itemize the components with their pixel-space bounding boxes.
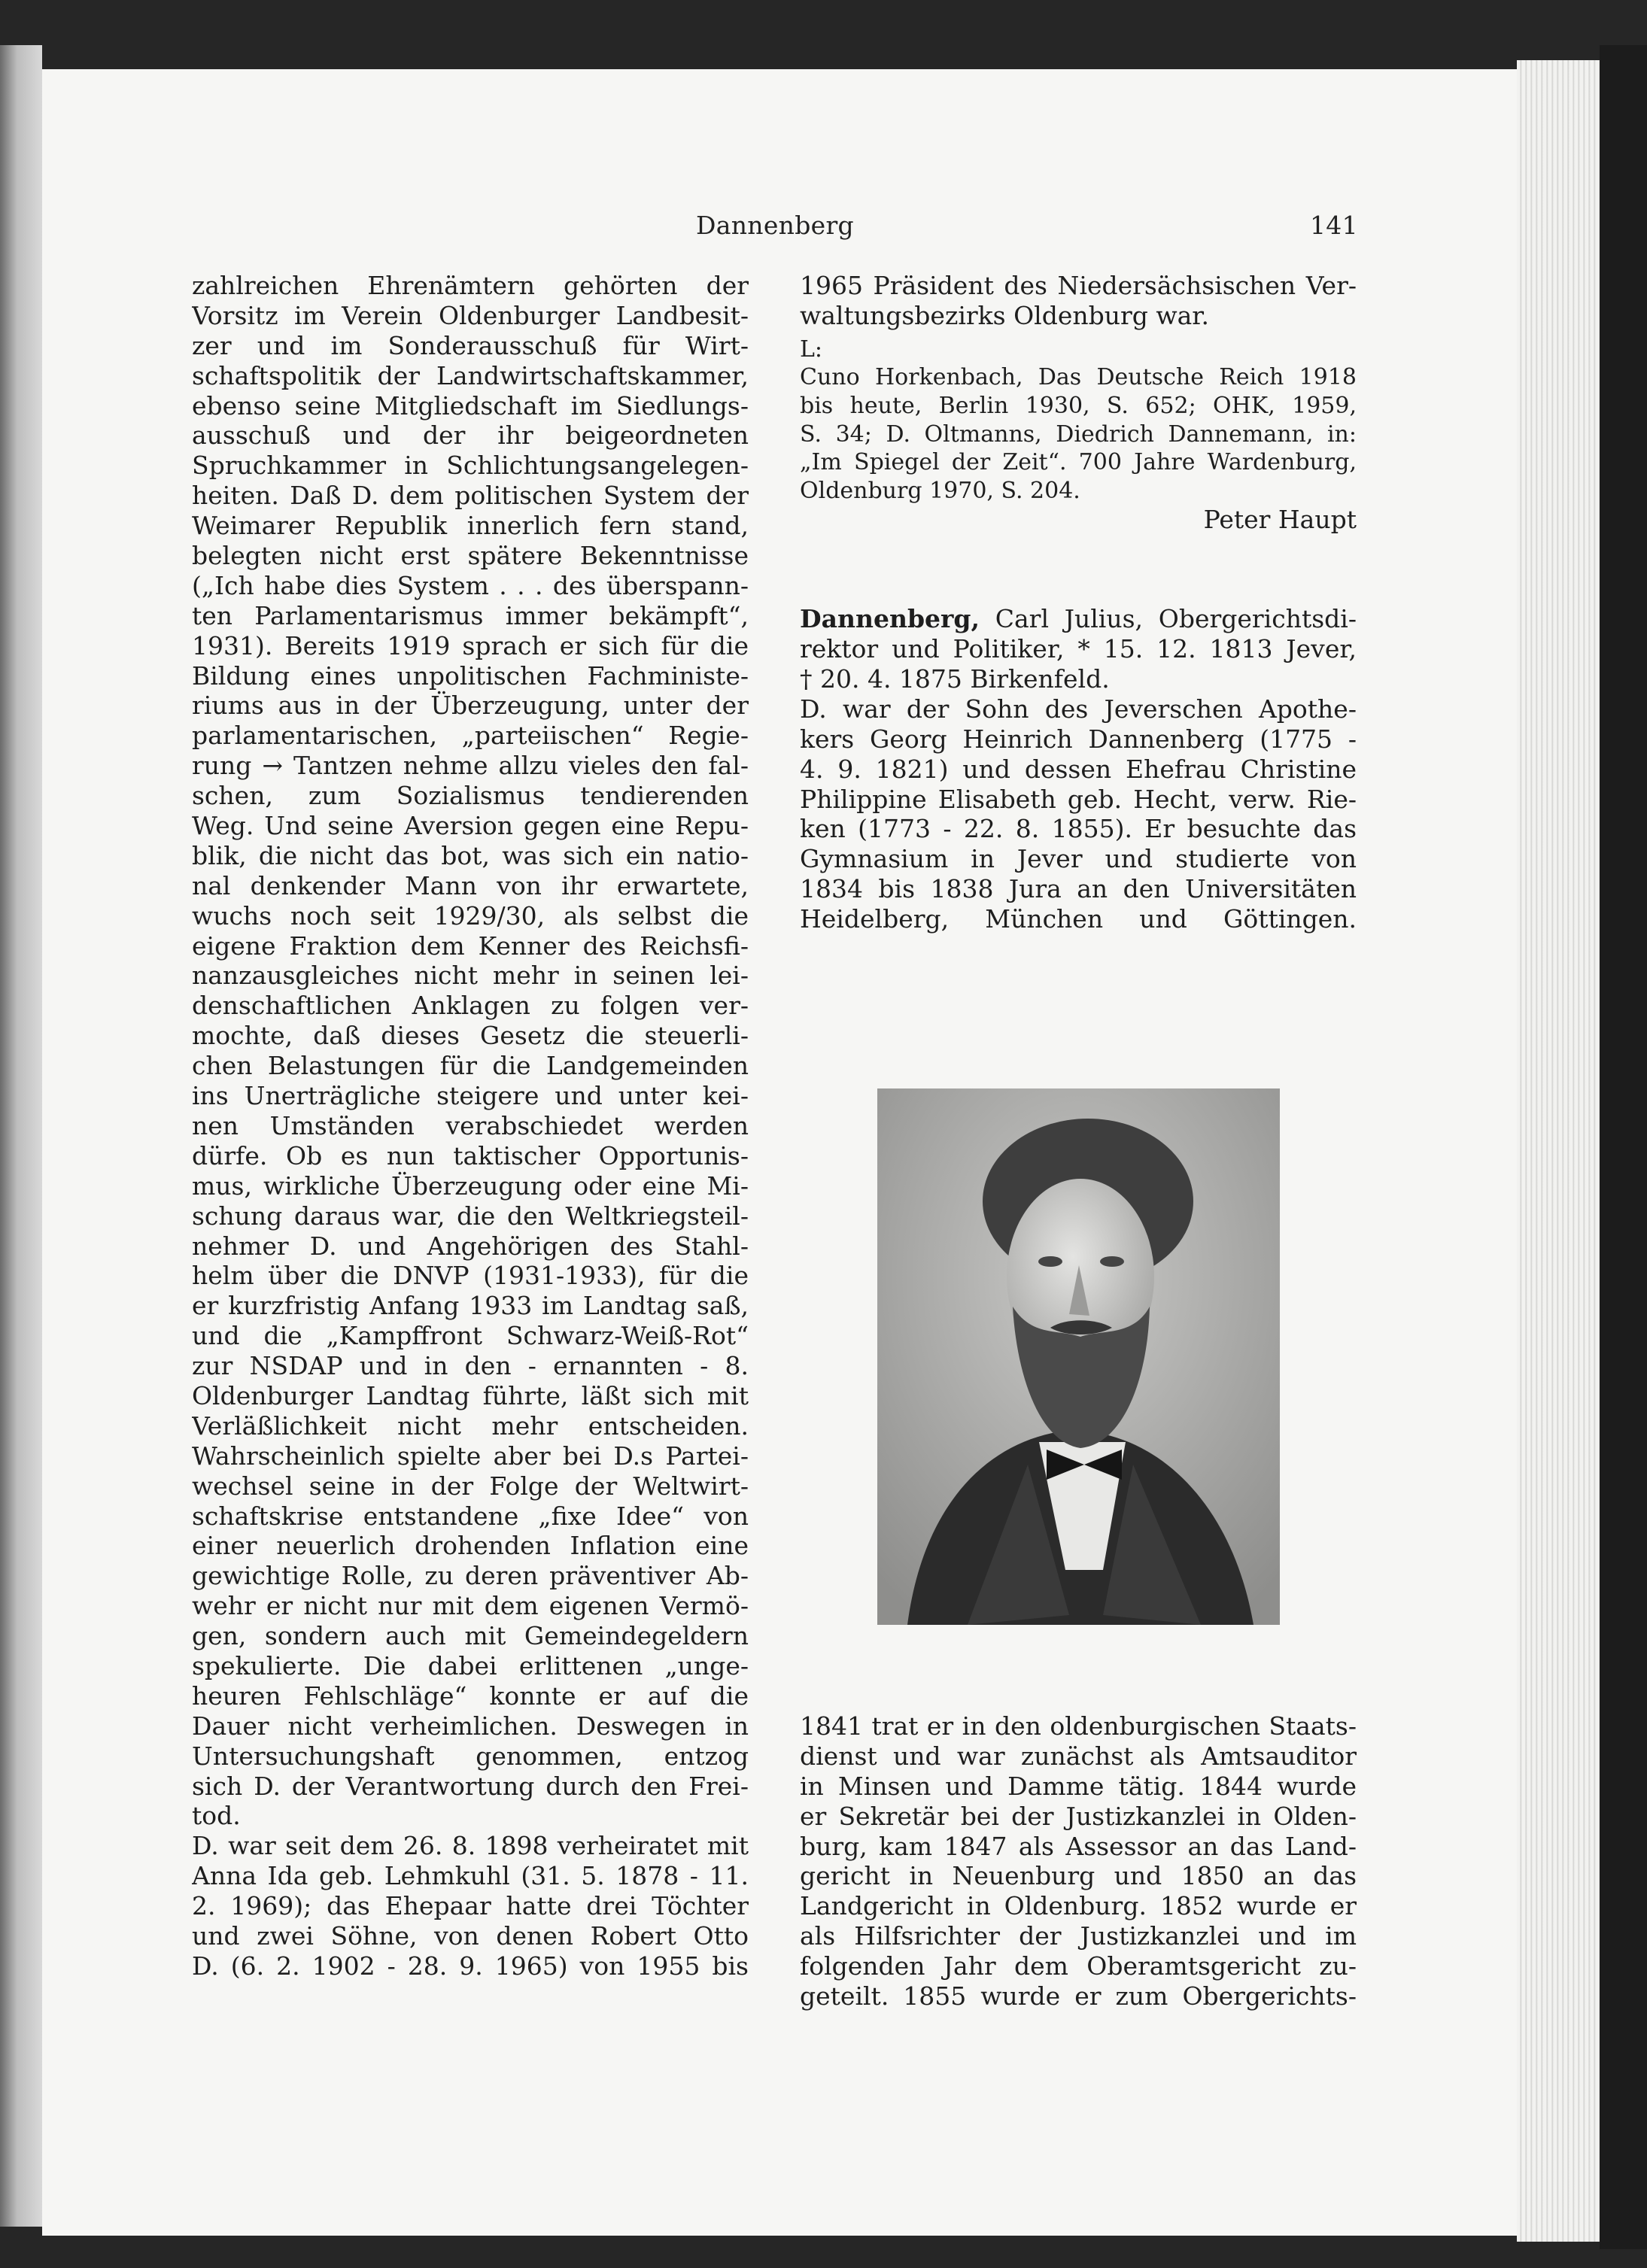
text-line: kers Georg Heinrich Dannenberg (1775 -: [800, 724, 1357, 754]
text-line: bis heute, Berlin 1930, S. 652; OHK, 1959,: [800, 392, 1357, 419]
text-line: heuren Fehlschläge“ konnte er auf die: [192, 1681, 749, 1711]
text-line: Spruchkammer in Schlichtungsangelegen-: [192, 451, 749, 481]
text-line: D. (6. 2. 1902 - 28. 9. 1965) von 1955 bis: [192, 1951, 749, 1981]
left-column-text: [192, 271, 749, 1981]
text-line: riums aus in der Überzeugung, unter der: [192, 691, 749, 721]
text-line: blik, die nicht das bot, was sich ein natio-: [192, 840, 749, 870]
text-line: wechsel seine in der Folge der Weltwirt-: [192, 1471, 749, 1501]
text-line: dürfe. Ob es nun taktischer Opportunis-: [192, 1140, 749, 1170]
entry-heading: [800, 604, 1357, 634]
text-line: ausschuß und der ihr beigeordneten: [192, 421, 749, 451]
text-line: mochte, daß dieses Gesetz die steuerli-: [192, 1021, 749, 1051]
text-line: ins Unerträgliche steigere und unter kei-: [192, 1081, 749, 1111]
text-line: gewichtige Rolle, zu deren präventiver Ab-: [192, 1561, 749, 1591]
text-line: Oldenburger Landtag führte, läßt sich mit: [192, 1380, 749, 1410]
running-head: Dannenberg: [696, 211, 854, 240]
text-line: einer neuerlich drohenden Inflation eine: [192, 1531, 749, 1561]
text-line: rektor und Politiker, * 15. 12. 1813 Jever,: [800, 634, 1357, 664]
literature-references: [800, 363, 1357, 505]
text-line: („Ich habe dies System . . . des überspann-: [192, 570, 749, 600]
text-line: mus, wirkliche Überzeugung oder eine Mi-: [192, 1170, 749, 1201]
book-cover-edge: [1600, 45, 1647, 2249]
text-line: Verläßlichkeit nicht mehr entscheiden.: [192, 1410, 749, 1441]
right-column-top: [800, 271, 1357, 934]
text-line: nal denkender Mann von ihr erwartete,: [192, 870, 749, 900]
text-line: spekulierte. Die dabei erlittenen „unge-: [192, 1650, 749, 1681]
text-line: rung → Tantzen nehme allzu vieles den fal-: [192, 751, 749, 781]
text-line: und die „Kampffront Schwarz-Weiß-Rot“: [192, 1321, 749, 1351]
text-line: ken (1773 - 22. 8. 1855). Er besuchte das: [800, 814, 1357, 844]
text-line: 1965 Präsident des Niedersächsischen Ver-: [800, 271, 1357, 300]
text-line: S. 34; D. Oltmanns, Diedrich Dannemann, in:: [800, 421, 1357, 448]
text-line: Vorsitz im Verein Oldenburger Landbesit-: [192, 300, 749, 330]
text-line: Gymnasium in Jever und studierte von: [800, 844, 1357, 874]
text-line: heiten. Daß D. dem politischen System der: [192, 481, 749, 511]
text-line: D. war der Sohn des Jeverschen Apothe-: [800, 694, 1357, 724]
text-line: Wahrscheinlich spielte aber bei D.s Partei-: [192, 1441, 749, 1471]
text-line: burg, kam 1847 als Assessor an das Land-: [800, 1831, 1357, 1861]
text-line: 2. 1969); das Ehepaar hatte drei Töchter: [192, 1891, 749, 1921]
text-line: wehr er nicht nur mit dem eigenen Vermö-: [192, 1591, 749, 1621]
text-line: Cuno Horkenbach, Das Deutsche Reich 1918: [800, 364, 1357, 391]
text-line: belegten nicht erst spätere Bekenntnisse: [192, 541, 749, 571]
text-line: Anna Ida geb. Lehmkuhl (31. 5. 1878 - 11.: [192, 1861, 749, 1891]
text-line: ebenso seine Mitgliedschaft im Siedlungs-: [192, 390, 749, 421]
text-line: nanzausgleiches nicht mehr in seinen lei-: [192, 961, 749, 991]
text-line: zahlreichen Ehrenämtern gehörten der: [192, 271, 749, 300]
text-line: Weg. Und seine Aversion gegen eine Repu-: [192, 811, 749, 841]
text-line: 4. 9. 1821) und dessen Ehefrau Christine: [800, 754, 1357, 784]
text-line: schung daraus war, die den Weltkriegsteil-: [192, 1201, 749, 1231]
entry-name: Dannenberg,: [800, 604, 980, 634]
text-line: Weimarer Republik innerlich fern stand,: [192, 511, 749, 541]
text-line: Philippine Elisabeth geb. Hecht, verw. Rie-: [800, 784, 1357, 814]
text-line: zer und im Sonderausschuß für Wirt-: [192, 330, 749, 360]
text-line: chen Belastungen für die Landgemeinden: [192, 1051, 749, 1081]
text-line: folgenden Jahr dem Oberamtsgericht zu-: [800, 1951, 1357, 1981]
text-line: gen, sondern auch mit Gemeindegeldern: [192, 1621, 749, 1651]
text-line: nen Umständen verabschiedet werden: [192, 1110, 749, 1140]
text-line: er Sekretär bei der Justizkanzlei in Olden-: [800, 1801, 1357, 1831]
text-line: nehmer D. und Angehörigen des Stahl-: [192, 1231, 749, 1261]
text-line: Heidelberg, München und Göttingen.: [800, 904, 1357, 934]
text-line: sich D. der Verantwortung durch den Frei-: [192, 1771, 749, 1801]
text-line: schaftspolitik der Landwirtschaftskammer,: [192, 360, 749, 390]
text-line: helm über die DNVP (1931-1933), für die: [192, 1261, 749, 1291]
portrait-photo: [877, 1088, 1280, 1625]
text-line: „Im Spiegel der Zeit“. 700 Jahre Wardenburg,: [800, 449, 1357, 476]
text-line: Oldenburg 1970, S. 204.: [800, 477, 1080, 504]
author-signature: Peter Haupt: [1203, 505, 1357, 535]
text-line: gericht in Neuenburg und 1850 an das: [800, 1861, 1357, 1891]
text-line: ten Parlamentarismus immer bekämpft“,: [192, 600, 749, 630]
text-line: 1841 trat er in den oldenburgischen Staats-: [800, 1711, 1357, 1741]
literature-label: L:: [800, 335, 823, 363]
text-line: und zwei Söhne, von denen Robert Otto: [192, 1920, 749, 1951]
text-line: Untersuchungshaft genommen, entzog: [192, 1741, 749, 1771]
text-line: Dauer nicht verheimlichen. Deswegen in: [192, 1711, 749, 1741]
text-line: dienst und war zunächst als Amtsauditor: [800, 1741, 1357, 1771]
text-line: † 20. 4. 1875 Birkenfeld.: [800, 664, 1110, 694]
text-line: wuchs noch seit 1929/30, als selbst die: [192, 900, 749, 931]
text-line: geteilt. 1855 wurde er zum Obergerichts-: [800, 1981, 1357, 2011]
text-line: schaftskrise entstandene „fixe Idee“ von: [192, 1501, 749, 1531]
text-line: als Hilfsrichter der Justizkanzlei und im: [800, 1921, 1357, 1951]
text-line: denschaftlichen Anklagen zu folgen ver-: [192, 991, 749, 1021]
text-line: er kurzfristig Anfang 1933 im Landtag saß,: [192, 1291, 749, 1321]
text-line: eigene Fraktion dem Kenner des Reichsfi-: [192, 931, 749, 961]
text-line: D. war seit dem 26. 8. 1898 verheiratet mit: [192, 1831, 749, 1861]
text-line: zur NSDAP und in den - ernannten - 8.: [192, 1351, 749, 1381]
text-line: 1931). Bereits 1919 sprach er sich für die: [192, 630, 749, 660]
text-line: in Minsen und Damme tätig. 1844 wurde: [800, 1771, 1357, 1801]
page-number: 141: [1310, 211, 1358, 240]
page-stack-edge: [1517, 60, 1600, 2242]
text-line: schen, zum Sozialismus tendierenden: [192, 781, 749, 811]
text-line: Landgericht in Oldenburg. 1852 wurde er: [800, 1891, 1357, 1921]
biography-ending: [800, 271, 1357, 331]
literature-block: [800, 335, 1357, 506]
entry-text: [800, 634, 1357, 934]
left-page-edge: [0, 45, 42, 2227]
right-column-bottom: [800, 1711, 1357, 2011]
text-line: parlamentarischen, „parteiischen“ Regie-: [192, 721, 749, 751]
text-line: waltungsbezirks Oldenburg war.: [800, 300, 1209, 330]
text-line: 1834 bis 1838 Jura an den Universitäten: [800, 874, 1357, 904]
text-line: Bildung eines unpolitischen Fachministe-: [192, 660, 749, 691]
entry-heading-rest: Carl Julius, Obergerichtsdi-: [995, 604, 1357, 634]
text-line: tod.: [192, 1801, 241, 1831]
